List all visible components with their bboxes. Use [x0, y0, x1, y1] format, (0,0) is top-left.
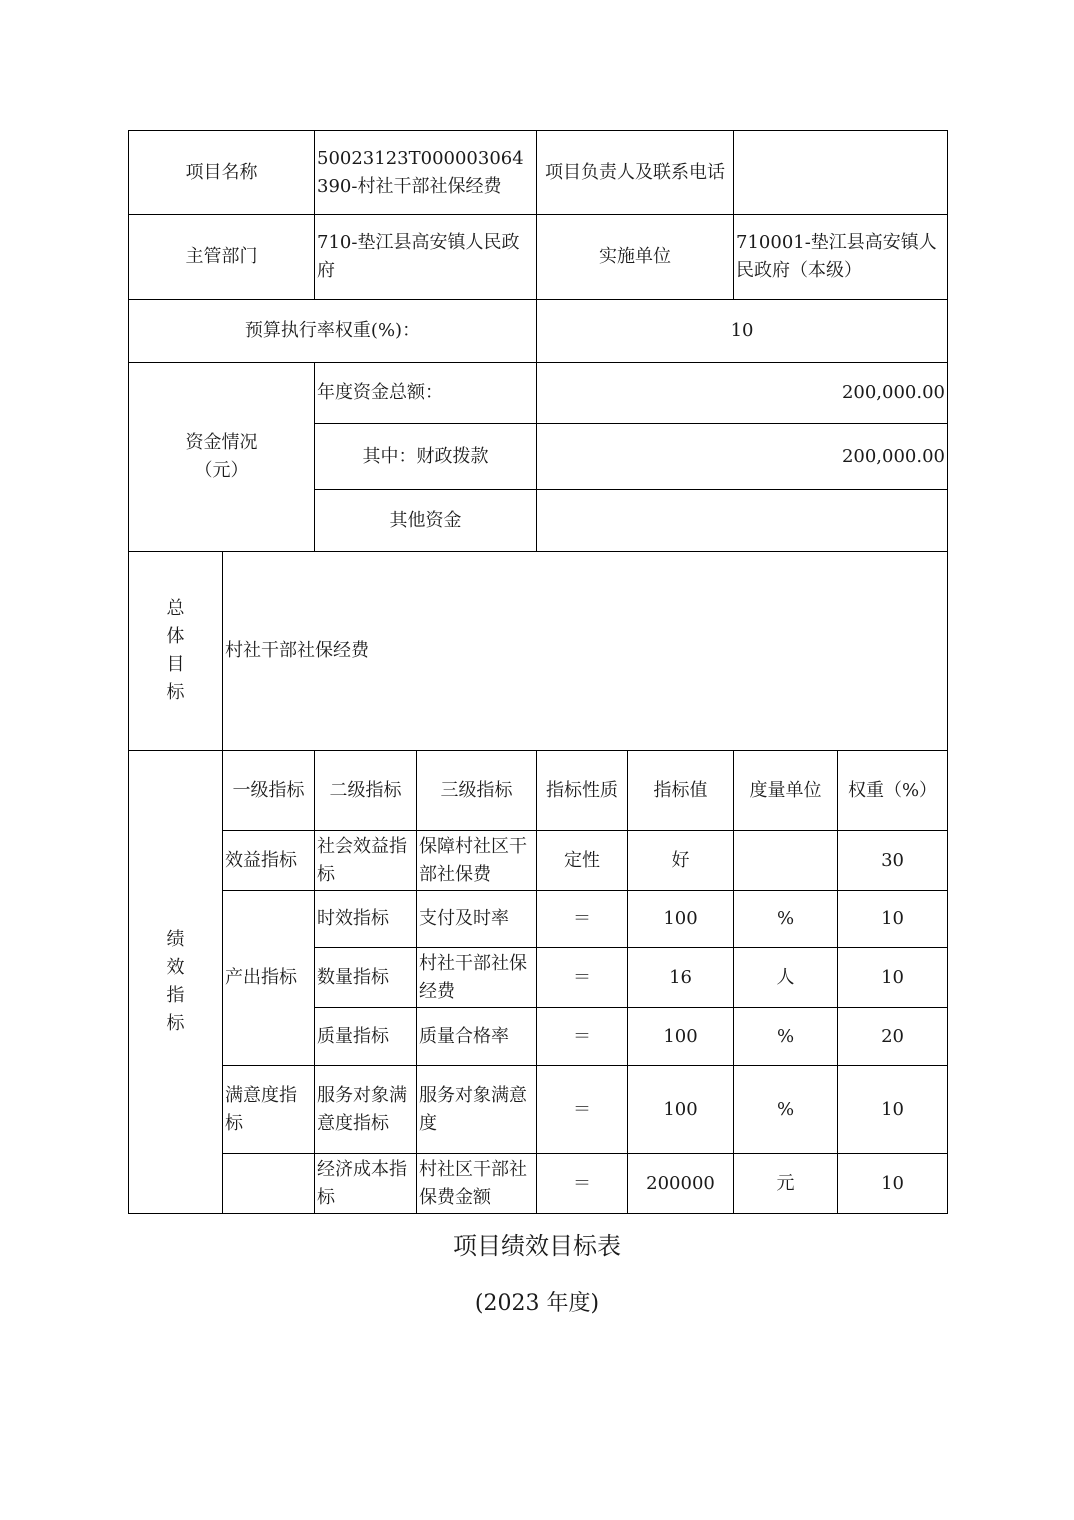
weight-cell: 10 [838, 1066, 948, 1154]
funds-fiscal-value: 200,000.00 [537, 424, 948, 490]
page-title: 项目绩效目标表 [453, 1232, 621, 1260]
unit-cell: % [734, 1008, 838, 1066]
unit-cell [734, 831, 838, 891]
funds-annual-label: 年度资金总额： [315, 363, 537, 424]
level2-cell: 服务对象满意度指标 [315, 1066, 417, 1154]
level3-cell: 村社干部社保经费 [417, 948, 537, 1008]
table-row [129, 1066, 948, 1154]
col-header: 权重（%） [838, 751, 948, 831]
weight-cell: 10 [838, 948, 948, 1008]
level3-cell: 质量合格率 [417, 1008, 537, 1066]
project-name-label: 项目名称 [129, 131, 315, 215]
col-header: 一级指标 [223, 751, 315, 831]
overall-goal-label-char: 目 [166, 654, 185, 675]
indicators-label-char: 绩 [166, 929, 185, 950]
budget-rate-label: 预算执行率权重(%)： [129, 300, 537, 363]
level2-cell: 质量指标 [315, 1008, 417, 1066]
level2-cell: 经济成本指标 [315, 1154, 417, 1214]
nature-cell: ＝ [537, 948, 628, 1008]
level1-cell: 产出指标 [223, 891, 315, 1066]
level2-cell: 社会效益指标 [315, 831, 417, 891]
value-cell: 16 [628, 948, 734, 1008]
nature-cell: ＝ [537, 1066, 628, 1154]
leader-value [734, 131, 948, 215]
performance-table [128, 130, 948, 1214]
level2-cell: 数量指标 [315, 948, 417, 1008]
funds-label: 资金情况（元） [129, 363, 315, 552]
funds-other-value [537, 490, 948, 552]
funds-other-label: 其他资金 [315, 490, 537, 552]
funds-annual-value: 200,000.00 [537, 363, 948, 424]
overall-goal-label-char: 标 [166, 682, 185, 703]
budget-rate-value: 10 [537, 300, 948, 363]
table-row [129, 831, 948, 891]
overall-goal-label-char: 体 [166, 626, 185, 647]
unit-cell: 元 [734, 1154, 838, 1214]
level1-cell: 效益指标 [223, 831, 315, 891]
value-cell: 100 [628, 1066, 734, 1154]
indicators-label [129, 751, 223, 1214]
value-cell: 100 [628, 1008, 734, 1066]
dept-value: 710-垫江县高安镇人民政府 [315, 215, 537, 300]
project-name-value: 50023123T000003064390-村社干部社保经费 [315, 131, 537, 215]
level3-cell: 支付及时率 [417, 891, 537, 948]
nature-cell: ＝ [537, 1008, 628, 1066]
unit-cell: % [734, 891, 838, 948]
weight-cell: 10 [838, 1154, 948, 1214]
nature-cell: 定性 [537, 831, 628, 891]
table-row [129, 1154, 948, 1214]
overall-goal-text: 村社干部社保经费 [223, 552, 948, 751]
dept-label: 主管部门 [129, 215, 315, 300]
col-header: 二级指标 [315, 751, 417, 831]
value-cell: 100 [628, 891, 734, 948]
level3-cell: 服务对象满意度 [417, 1066, 537, 1154]
col-header: 三级指标 [417, 751, 537, 831]
unit-cell: 人 [734, 948, 838, 1008]
col-header: 度量单位 [734, 751, 838, 831]
indicators-label-char: 标 [166, 1013, 185, 1034]
indicators-label-char: 效 [166, 957, 185, 978]
impl-label: 实施单位 [537, 215, 734, 300]
level1-cell [223, 1154, 315, 1214]
col-header: 指标值 [628, 751, 734, 831]
nature-cell: ＝ [537, 891, 628, 948]
weight-cell: 30 [838, 831, 948, 891]
weight-cell: 10 [838, 891, 948, 948]
unit-cell: % [734, 1066, 838, 1154]
col-header: 指标性质 [537, 751, 628, 831]
leader-label: 项目负责人及联系电话 [537, 131, 734, 215]
level3-cell: 村社区干部社保费金额 [417, 1154, 537, 1214]
overall-goal-label-char: 总 [166, 598, 185, 619]
impl-value: 710001-垫江县高安镇人民政府（本级） [734, 215, 948, 300]
nature-cell: ＝ [537, 1154, 628, 1214]
value-cell: 好 [628, 831, 734, 891]
value-cell: 200000 [628, 1154, 734, 1214]
level2-cell: 时效指标 [315, 891, 417, 948]
table-row [129, 891, 948, 948]
level3-cell: 保障村社区干部社保费 [417, 831, 537, 891]
funds-fiscal-label: 其中：财政拨款 [315, 424, 537, 490]
level1-cell: 满意度指标 [223, 1066, 315, 1154]
indicators-label-char: 指 [166, 985, 185, 1006]
overall-goal-label [129, 552, 223, 751]
page-subtitle-year: (2023 年度) [474, 1291, 600, 1316]
weight-cell: 20 [838, 1008, 948, 1066]
